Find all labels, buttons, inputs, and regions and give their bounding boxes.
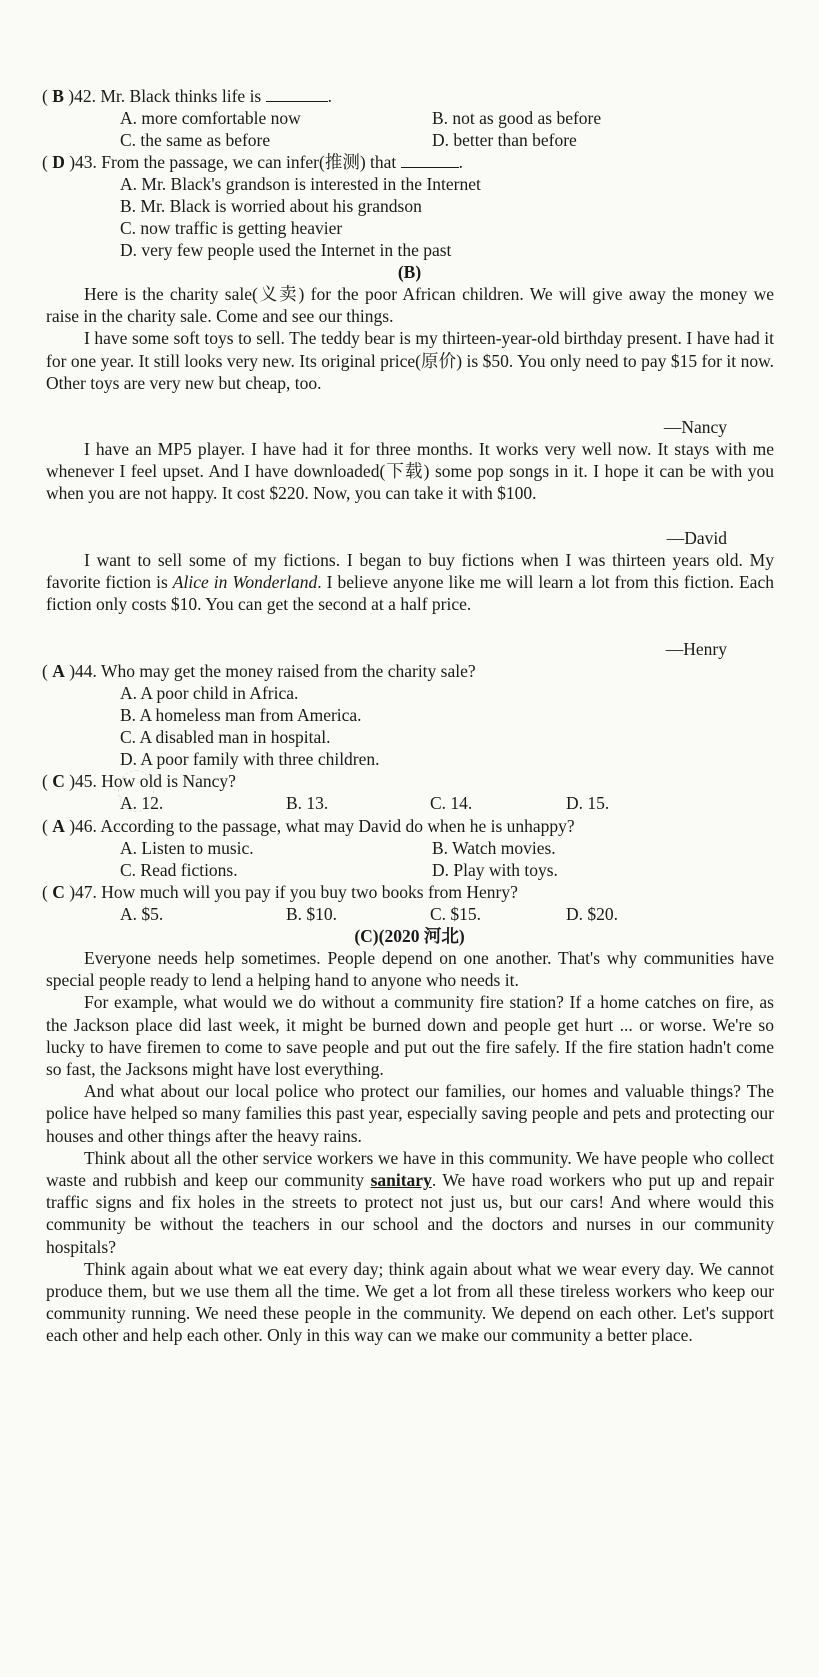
question-46-stem: According to the passage, what may David do when he is unhappy? xyxy=(100,816,575,836)
section-b-passage-2 xyxy=(46,438,774,505)
option: C. now traffic is getting heavier xyxy=(120,218,343,238)
option: C. 14. xyxy=(430,793,473,813)
highlighted-word: sanitary xyxy=(370,1170,432,1191)
option: B. Mr. Black is worried about his grandson xyxy=(120,196,422,216)
option: D. A poor family with three children. xyxy=(120,749,380,769)
section-b-title: (B) xyxy=(397,262,422,282)
option: C. A disabled man in hospital. xyxy=(120,727,331,747)
answer-45: C xyxy=(52,771,65,791)
question-45: ( C )45. How old is Nancy? xyxy=(42,771,236,791)
signature-henry: —Henry xyxy=(665,639,727,659)
paragraph: Here is the charity sale(义卖) for the poor African children. We will give away the money we raise in the charity sale. Come and see our things. xyxy=(46,284,774,327)
answer-blank xyxy=(266,87,328,102)
signature-david: —David xyxy=(666,528,727,548)
question-46: ( A )46. According to the passage, what may David do when he is unhappy? xyxy=(42,816,575,836)
answer-42: B xyxy=(52,86,64,106)
paragraph: For example, what would we do without a community fire station? If a home catches on fire, as the Jackson place did last week, it might be burned down and people get hurt ... or worse. We're so lucky to have firemen to come to save people and put out the fire safely. If the fire station hadn't come so fast, the Jacksons might have lost everything. xyxy=(46,992,774,1080)
question-44-stem: Who may get the money raised from the charity sale? xyxy=(100,661,476,681)
paragraph: And what about our local police who protect our families, our homes and valuable things? The police have helped so many families this past year, especially saving people and pets and protecting our houses and other things after the heavy rains. xyxy=(46,1081,774,1146)
section-c-title: (C)(2020 河北) xyxy=(354,926,465,946)
option: D. 15. xyxy=(566,793,610,813)
answer-blank xyxy=(401,153,459,168)
option: D. very few people used the Internet in the past xyxy=(120,240,452,260)
paragraph: I have an MP5 player. I have had it for three months. It works very well now. It stays with me whenever I feel upset. And I have downloaded(下载) some pop songs in it. I hope it can be with you when you are not happy. It cost $220. Now, you can take it with $100. xyxy=(46,439,774,504)
question-47-stem: How much will you pay if you buy two books from Henry? xyxy=(101,882,518,902)
question-47: ( C )47. How much will you pay if you buy two books from Henry? xyxy=(42,882,518,902)
option: A. Listen to music. xyxy=(120,838,254,858)
question-45-stem: How old is Nancy? xyxy=(101,771,236,791)
option: B. $10. xyxy=(286,904,338,924)
question-44: ( A )44. Who may get the money raised from the charity sale? xyxy=(42,661,476,681)
answer-47: C xyxy=(52,882,65,902)
option: C. the same as before xyxy=(120,130,271,150)
section-c-passage xyxy=(46,947,774,1347)
question-43: ( D )43. From the passage, we can infer(推测) that . xyxy=(42,152,464,172)
option: A. more comfortable now xyxy=(120,108,301,128)
option: A. $5. xyxy=(120,904,164,924)
paragraph: Think about all the other service workers we have in this community. We have people who collect waste and rubbish and keep our community sanitary. We have road workers who put up and repair traffic signs and fix holes in the streets to protect not just us, but our cars! And where would this community be without the teachers in our school and the doctors and nurses in our community hospitals? xyxy=(46,1147,774,1257)
option: A. Mr. Black's grandson is interested in the Internet xyxy=(120,174,481,194)
option: B. 13. xyxy=(286,793,329,813)
option: B. not as good as before xyxy=(432,108,602,128)
section-b-passage-3 xyxy=(46,549,774,616)
option: A. A poor child in Africa. xyxy=(120,683,299,703)
paragraph: I want to sell some of my fictions. I began to buy fictions when I was thirteen years old. My favorite fiction is Alice in Wonderland. I believe anyone like me will learn a lot from this fiction. Each fiction only costs $10. You can get the second at a half price. xyxy=(46,550,774,615)
book-title: Alice in Wonderland xyxy=(172,572,318,593)
signature-nancy: —Nancy xyxy=(663,417,727,437)
option: C. Read fictions. xyxy=(120,860,238,880)
paragraph: Think again about what we eat every day; think again about what we wear every day. We cannot produce them, but we use them all the time. We get a lot from all these tireless workers who keep our community running. We need these people in the community. We depend on each other. Let's support each other and help each other. Only in this way can we make our community a better place. xyxy=(46,1258,774,1346)
option: B. A homeless man from America. xyxy=(120,705,362,725)
answer-43: D xyxy=(52,152,65,172)
option: D. Play with toys. xyxy=(432,860,558,880)
question-43-stem: From the passage, we can infer(推测) that xyxy=(101,152,397,172)
question-42: ( B )42. Mr. Black thinks life is . xyxy=(42,86,332,106)
answer-44: A xyxy=(52,661,65,681)
question-42-stem: Mr. Black thinks life is xyxy=(100,86,262,106)
option: D. $20. xyxy=(566,904,619,924)
option: D. better than before xyxy=(432,130,577,150)
option: C. $15. xyxy=(430,904,482,924)
paragraph: I have some soft toys to sell. The teddy bear is my thirteen-year-old birthday present. I have had it for one year. It still looks very new. Its original price(原价) is $50. You only need to pay $15 for it now. Other toys are very new but cheap, too. xyxy=(46,328,774,393)
option: B. Watch movies. xyxy=(432,838,556,858)
section-b-passage xyxy=(46,283,774,394)
paragraph: Everyone needs help sometimes. People depend on one another. That's why communities have special people ready to lend a helping hand to anyone who needs it. xyxy=(46,948,774,991)
answer-46: A xyxy=(52,816,65,836)
option: A. 12. xyxy=(120,793,164,813)
